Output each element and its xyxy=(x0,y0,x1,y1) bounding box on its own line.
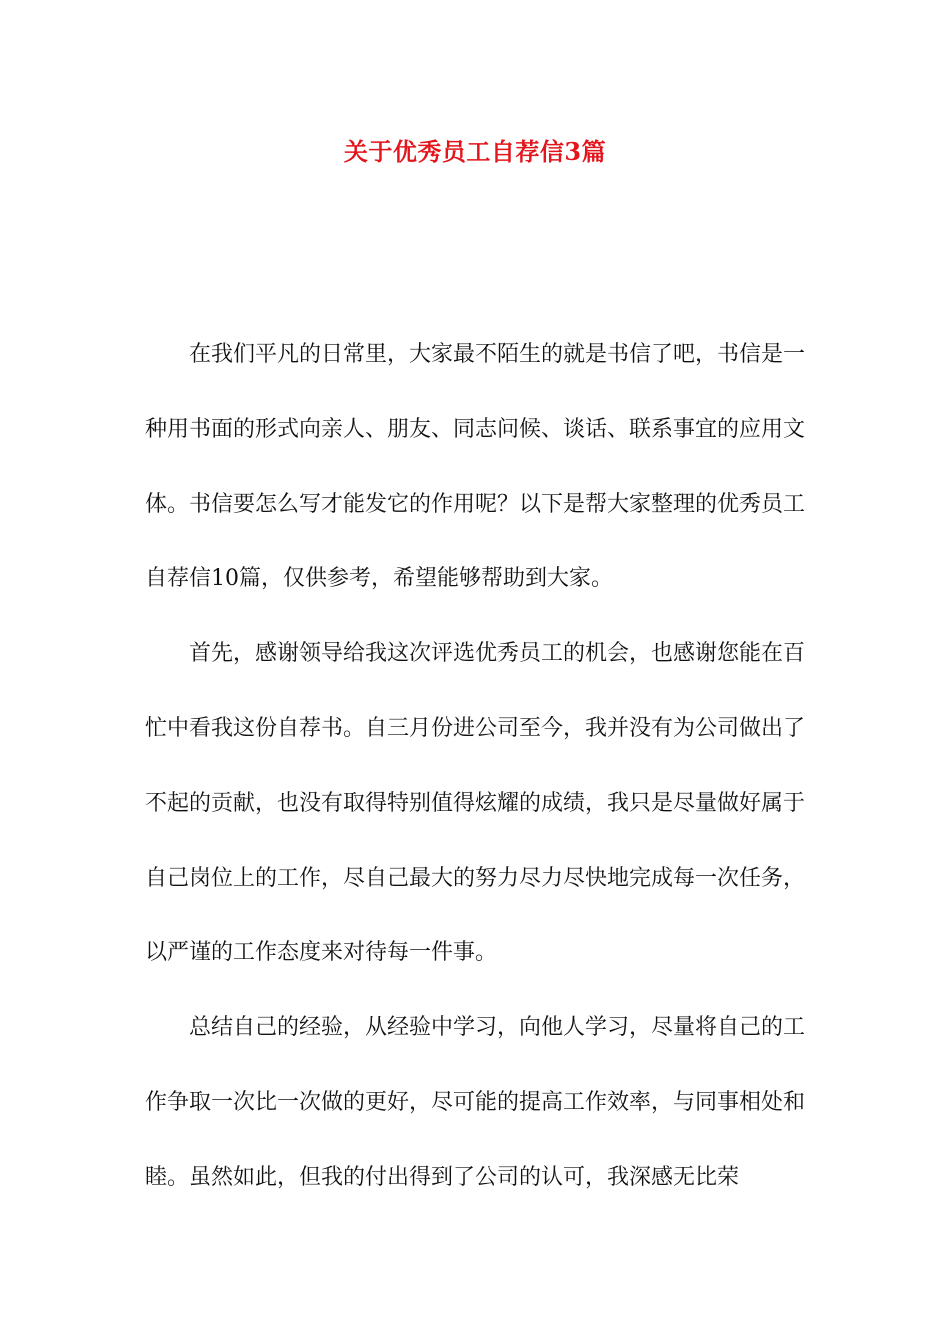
paragraph-3: 总结自己的经验，从经验中学习，向他人学习，尽量将自己的工作争取一次比一次做的更好，尽可能的提高工作效率，与同事相处和睦。虽然如此，但我的付出得到了公司的认可，我深感无比荣 xyxy=(145,1015,806,1190)
paragraph-2: 首先，感谢领导给我这次评选优秀员工的机会，也感谢您能在百忙中看我这份自荐书。自三月份进公司至今，我并没有为公司做出了不起的贡献，也没有取得特别值得炫耀的成绩，我只是尽量做好属于自己岗位上的工作，尽自己最大的努力尽力尽快地完成每一次任务，以严谨的工作态度来对待每一件事。 xyxy=(145,641,806,966)
paragraph-1: 在我们平凡的日常里，大家最不陌生的就是书信了吧，书信是一种用书面的形式向亲人、朋友、同志问候、谈话、联系事宜的应用文体。书信要怎么写才能发它的作用呢？以下是帮大家整理的优秀员工自荐信10篇，仅供参考，希望能够帮助到大家。 xyxy=(145,342,806,592)
document-body xyxy=(145,318,805,1216)
document-title: 关于优秀员工自荐信3篇 xyxy=(343,137,607,166)
